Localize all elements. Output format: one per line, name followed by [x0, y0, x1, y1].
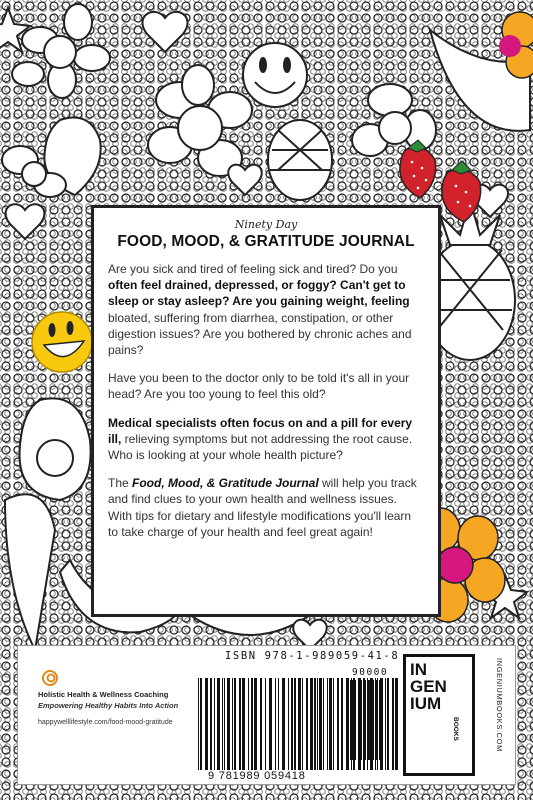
blurb-text: bloated, suffering from diarrhea, constipation, or other digestion issues? Are you bothered by chronic aches and pains?	[108, 310, 412, 358]
smiley-face-icon	[32, 312, 92, 372]
price-barcode	[350, 680, 394, 760]
blurb-paragraph-3	[108, 415, 424, 464]
publisher-url: INGENIUMBOOKS.COM	[495, 658, 504, 752]
blurb-text: Are you sick and tired of feeling sick and tired? Do you	[108, 262, 398, 276]
publisher-logo-line: GEN	[410, 677, 447, 696]
blurb-text: will help you track and find clues to your own health and wellness issues. With tips for dietary and lifestyle modifications you'll learn to take charge of your health and feel great again!	[108, 476, 417, 539]
isbn-text: ISBN 978-1-989059-41-8	[225, 650, 400, 662]
description-panel	[91, 205, 441, 617]
publisher-logo-line: IN	[410, 660, 427, 679]
publisher-logo-line: IUM	[410, 694, 442, 713]
coach-url: happywelllifestyle.com/food-mood-gratitude	[38, 719, 173, 726]
blurb-book-title: Food, Mood, & Gratitude Journal	[132, 476, 319, 491]
publisher-books-label: BOOKS	[452, 717, 459, 741]
coach-name: Holistic Health & Wellness Coaching	[38, 690, 169, 699]
spiral-logo-icon	[42, 670, 58, 686]
blurb-paragraph-4	[108, 475, 424, 540]
barcode-digits: 9 781989 059418	[208, 770, 306, 782]
journal-title: FOOD, MOOD, & GRATITUDE JOURNAL	[117, 233, 415, 250]
blurb-paragraph-2: Have you been to the doctor only to be told it's all in your head? Are you too young to feel this old?	[108, 371, 410, 402]
avocado-icon	[20, 398, 91, 500]
smiley-face-icon	[243, 43, 307, 107]
blurb-text: relieving symptoms but not addressing the root cause. Who is looking at your whole health picture?	[108, 431, 413, 463]
blurb-emphasis: Medical specialists often focus on and a pill for every ill,	[108, 415, 413, 446]
price-code: 90000	[352, 667, 389, 678]
blurb-text: The	[108, 476, 133, 491]
publisher-logo-text	[410, 661, 447, 712]
publisher-logo	[403, 654, 475, 776]
blurb-paragraph-1	[108, 261, 424, 358]
journal-subtitle: Ninety Day	[234, 218, 298, 231]
coach-tagline: Empowering Healthy Habits Into Action	[38, 701, 179, 710]
blurb-emphasis: often feel drained, depressed, or foggy? Can't get to sleep or stay asleep? Are you gaining weight, feeling	[108, 278, 410, 309]
back-cover-info-box	[17, 645, 516, 785]
pineapple-icon	[268, 120, 332, 200]
